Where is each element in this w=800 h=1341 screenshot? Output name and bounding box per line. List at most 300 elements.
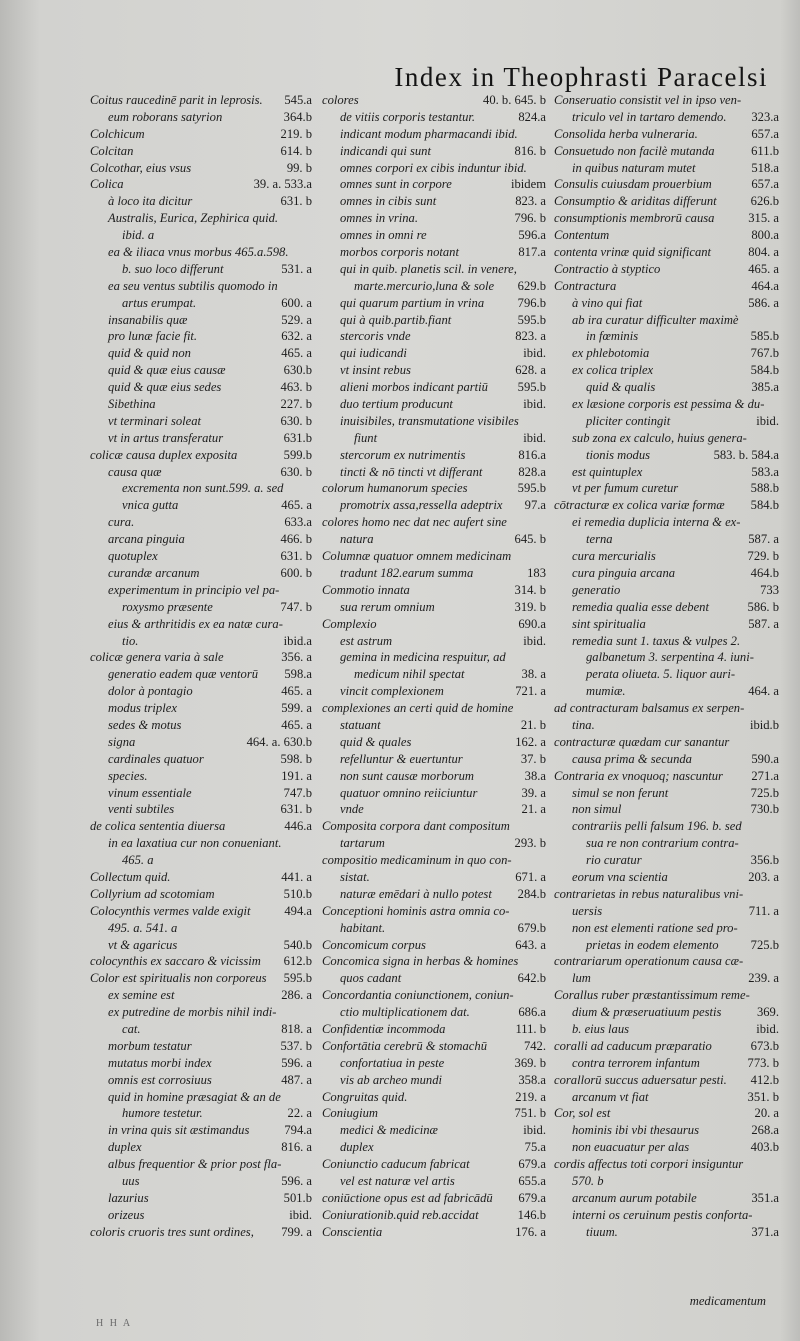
- index-entry: [90, 717, 312, 734]
- index-term: Coniugium: [322, 1106, 378, 1121]
- index-entry: [322, 599, 546, 616]
- index-term: natura: [340, 532, 374, 547]
- index-entry: [90, 278, 312, 295]
- index-term: qui quarum partium in vrina: [340, 295, 485, 310]
- index-term: cat.: [122, 1021, 141, 1036]
- index-entry: [322, 464, 546, 481]
- index-term: quos cadant: [340, 971, 402, 986]
- index-term: venti subtiles: [108, 802, 175, 817]
- index-entry: [554, 751, 779, 768]
- index-entry: [554, 987, 779, 1004]
- index-term: non est elementi ratione sed pro-: [572, 920, 738, 935]
- index-entry: [90, 1038, 312, 1055]
- index-term: non simul: [572, 802, 622, 817]
- index-entry: [90, 126, 312, 143]
- index-entry: [90, 295, 312, 312]
- index-term: Coniunctio caducum fabricat: [322, 1157, 470, 1172]
- index-term: à loco ita dicitur: [108, 194, 193, 209]
- page-reference: 319. b: [514, 599, 546, 614]
- index-term: naturæ emēdari à nullo potest: [340, 886, 492, 901]
- index-entry: [90, 1122, 312, 1139]
- index-entry: [554, 464, 779, 481]
- page-reference: 403.b: [750, 1140, 779, 1155]
- index-term: signa: [108, 734, 136, 749]
- index-term: quid & qualis: [586, 380, 656, 395]
- page-reference: 629.b: [517, 278, 546, 293]
- index-term: Collyrium ad scotomiam: [90, 886, 215, 901]
- index-entry: [90, 92, 312, 109]
- index-entry: [90, 633, 312, 650]
- page-reference: ibid.: [523, 633, 546, 648]
- index-term: b. eius laus: [572, 1021, 630, 1036]
- index-term: sub zona ex calculo, huius genera-: [572, 430, 747, 445]
- index-entry: [554, 1156, 779, 1173]
- page-reference: 227. b: [280, 397, 312, 412]
- page-reference: ibid.b: [749, 717, 779, 732]
- index-term: corallorū succus aduersatur pesti.: [554, 1072, 727, 1087]
- index-entry: [90, 312, 312, 329]
- page-reference: 679.a: [518, 1157, 546, 1172]
- index-term: artus erumpat.: [122, 295, 197, 310]
- index-entry: [322, 953, 546, 970]
- index-term: quatuor omnino reiiciuntur: [340, 785, 478, 800]
- index-term: 570. b: [572, 1174, 604, 1188]
- index-entry: [322, 362, 546, 379]
- index-term: Concomica signa in herbas & homines: [322, 954, 519, 969]
- index-term: duplex: [340, 1140, 374, 1155]
- index-term: Contractio à styptico: [554, 261, 661, 276]
- index-term: dolor à pontagio: [108, 684, 193, 699]
- index-entry: [90, 143, 312, 160]
- index-term: arcanum aurum potabile: [572, 1190, 697, 1205]
- index-entry: [554, 109, 779, 126]
- index-term: est astrum: [340, 633, 393, 648]
- index-entry: [90, 447, 312, 464]
- page-reference: 314. b: [514, 582, 546, 597]
- index-entry: [90, 616, 312, 633]
- index-term: omnes in cibis sunt: [340, 194, 437, 209]
- index-entry: [554, 362, 779, 379]
- page-reference: 39. a: [521, 785, 546, 800]
- index-entry: [554, 903, 779, 920]
- index-term: vt in artus transferatur: [108, 430, 224, 445]
- index-term: cōtracturæ ex colica variæ formæ: [554, 498, 725, 513]
- index-term: mumiæ.: [586, 684, 626, 699]
- index-entry: [90, 109, 312, 126]
- index-entry: [322, 548, 546, 565]
- page-reference: 671. a: [515, 869, 546, 884]
- index-term: Coitus raucedinē parit in leprosis.: [90, 93, 263, 107]
- page-reference: 598. b: [280, 751, 312, 766]
- index-columns: [90, 92, 786, 1241]
- index-entry: [322, 1072, 546, 1089]
- index-entry: [322, 852, 546, 869]
- index-entry: [322, 666, 546, 683]
- index-term: Colcothar, eius vsus: [90, 160, 192, 175]
- page-reference: 599.b: [283, 447, 312, 462]
- page-reference: 655.a: [518, 1174, 546, 1188]
- index-term: colicæ causa duplex exposita: [90, 447, 238, 462]
- page-reference: 464. a. 630.b: [246, 734, 312, 749]
- index-term: contracturæ quædam cur sanantur: [554, 734, 730, 749]
- index-term: Conscientia: [322, 1224, 383, 1239]
- index-term: Commotio innata: [322, 582, 410, 597]
- index-entry: [90, 869, 312, 886]
- page-reference: 583.a: [751, 464, 779, 479]
- index-entry: [90, 362, 312, 379]
- index-entry: [322, 143, 546, 160]
- index-entry: [554, 1004, 779, 1021]
- index-entry: [554, 1021, 779, 1038]
- page-reference: 686.a: [518, 1005, 546, 1020]
- index-term: Coniurationib.quid reb.accidat: [322, 1207, 479, 1222]
- index-entry: [90, 1190, 312, 1207]
- page-reference: 595.b: [283, 971, 312, 986]
- index-entry: [322, 717, 546, 734]
- index-entry: [90, 1139, 312, 1156]
- index-entry: [90, 464, 312, 481]
- index-entry: [90, 379, 312, 396]
- index-entry: [554, 396, 779, 413]
- index-entry: [554, 328, 779, 345]
- page-reference: 441. a: [281, 869, 312, 884]
- index-term: orizeus: [108, 1207, 145, 1222]
- index-entry: [90, 1173, 312, 1190]
- index-term: Conseruatio consistit vel in ipso ven-: [554, 93, 742, 107]
- index-entry: [322, 1055, 546, 1072]
- index-entry: [90, 751, 312, 768]
- index-entry: [90, 953, 312, 970]
- index-term: vt insint rebus: [340, 363, 411, 378]
- index-term: galbanetum 3. serpentina 4. iuni-: [586, 650, 754, 665]
- index-entry: [554, 480, 779, 497]
- index-term: sua rerum omnium: [340, 599, 435, 614]
- index-term: tradunt 182.earum summa: [340, 565, 474, 580]
- page-reference: 747. b: [280, 599, 312, 614]
- page-reference: 587. a: [748, 532, 779, 547]
- index-term: insanabilis quæ: [108, 312, 188, 327]
- index-entry: [90, 430, 312, 447]
- index-entry: [554, 633, 779, 650]
- index-entry: [554, 599, 779, 616]
- page-reference: 271.a: [751, 768, 779, 783]
- page-reference: 545.a: [284, 93, 312, 107]
- index-term: ad contracturam balsamus ex serpen-: [554, 701, 745, 716]
- index-term: à vino qui fiat: [572, 295, 643, 310]
- index-entry: [554, 430, 779, 447]
- index-term: roxysmo præsente: [122, 599, 213, 614]
- page-reference: 632. a: [281, 329, 312, 344]
- index-entry: [90, 1004, 312, 1021]
- index-column-2: [322, 92, 546, 1241]
- page-reference: 465. a: [281, 346, 312, 361]
- index-term: vt terminari soleat: [108, 413, 202, 428]
- page-reference: 799. a: [281, 1224, 312, 1239]
- index-term: cura pinguia arcana: [572, 565, 676, 580]
- page-reference: 630. b: [280, 413, 312, 428]
- index-entry: [554, 295, 779, 312]
- index-term: tincti & nō tincti vt differant: [340, 464, 483, 479]
- index-term: stercorum ex nutrimentis: [340, 447, 466, 462]
- index-term: albus frequentior & prior post fla-: [108, 1157, 282, 1172]
- page-reference: 412.b: [750, 1072, 779, 1087]
- page-reference: 628. a: [515, 363, 546, 378]
- index-term: ea & iliaca vnus morbus 465.a.598.: [108, 245, 289, 260]
- page-reference: 385.a: [751, 380, 779, 395]
- index-entry: [554, 649, 779, 666]
- index-entry: [90, 345, 312, 362]
- index-term: quid in homine præsagiat & an de: [108, 1089, 281, 1104]
- page-reference: 38.a: [524, 768, 546, 783]
- index-term: de colica sententia diuersa: [90, 819, 226, 834]
- index-entry: [554, 937, 779, 954]
- index-term: species.: [108, 768, 148, 783]
- index-entry: [322, 261, 546, 278]
- index-entry: [90, 1089, 312, 1106]
- index-entry: [554, 1089, 779, 1106]
- page-reference: 22. a: [287, 1106, 312, 1121]
- index-term: Colica: [90, 177, 124, 192]
- index-entry: [554, 835, 779, 852]
- index-entry: [90, 514, 312, 531]
- index-entry: [322, 447, 546, 464]
- page-reference: 633.a: [284, 515, 312, 530]
- page-reference: 356.b: [750, 853, 779, 868]
- page-reference: 494.a: [284, 903, 312, 918]
- index-term: Consumptio & ariditas differunt: [554, 194, 717, 209]
- index-term: statuant: [340, 717, 381, 732]
- page-reference: 595.b: [517, 481, 546, 496]
- page-reference: 796. b: [514, 211, 546, 226]
- catchword: medicamentum: [689, 1294, 766, 1308]
- index-entry: [90, 565, 312, 582]
- page-reference: 293. b: [514, 836, 546, 851]
- index-entry: [90, 582, 312, 599]
- index-entry: [554, 970, 779, 987]
- index-entry: [554, 345, 779, 362]
- page-reference: 584.b: [750, 498, 779, 513]
- page-reference: 751. b: [514, 1106, 546, 1121]
- index-term: coralli ad caducum præparatio: [554, 1038, 712, 1053]
- page-reference: 191. a: [281, 768, 312, 783]
- index-entry: [554, 1105, 779, 1122]
- page-reference: 537. b: [280, 1038, 312, 1053]
- index-entry: [322, 1224, 546, 1241]
- index-entry: [90, 1224, 312, 1241]
- page-reference: 529. a: [281, 312, 312, 327]
- index-entry: [322, 903, 546, 920]
- page-reference: 630. b: [280, 464, 312, 479]
- index-term: colocynthis ex saccaro & vicissim: [90, 954, 261, 969]
- index-term: Australis, Eurica, Zephirica quid.: [108, 211, 279, 226]
- page-reference: 611.b: [751, 143, 779, 158]
- index-term: Concordantia coniunctionem, coniun-: [322, 988, 514, 1003]
- index-entry: [554, 176, 779, 193]
- index-term: contenta vrinæ quid significant: [554, 245, 712, 260]
- page-reference: 595.b: [517, 312, 546, 327]
- index-entry: [322, 886, 546, 903]
- index-term: est quintuplex: [572, 464, 643, 479]
- index-term: vinum essentiale: [108, 785, 192, 800]
- index-term: rio curatur: [586, 853, 642, 868]
- index-entry: [322, 227, 546, 244]
- page-reference: 595.b: [517, 380, 546, 395]
- index-term: Color est spiritualis non corporeus: [90, 971, 267, 986]
- page-reference: 816. b: [514, 143, 546, 158]
- index-term: sint spiritualia: [572, 616, 646, 631]
- index-entry: [322, 244, 546, 261]
- index-term: quotuplex: [108, 549, 158, 564]
- index-term: alieni morbos indicant partiū: [340, 380, 488, 395]
- page-reference: 690.a: [518, 616, 546, 631]
- page-reference: 600. a: [281, 295, 312, 310]
- page-reference: 631.b: [283, 430, 312, 445]
- page-reference: 585.b: [750, 329, 779, 344]
- page-reference: 794.a: [284, 1123, 312, 1138]
- index-term: colicæ genera varia à sale: [90, 650, 224, 665]
- index-term: Contractura: [554, 278, 617, 293]
- page-reference: 725.b: [750, 785, 779, 800]
- index-term: morbum testatur: [108, 1038, 192, 1053]
- index-entry: [554, 379, 779, 396]
- index-term: Confortātia cerebrū & stomachū: [322, 1038, 487, 1053]
- page-reference: 596.a: [518, 228, 546, 243]
- page-reference: 510.b: [283, 886, 312, 901]
- index-term: colores homo nec dat nec aufert sine: [322, 515, 507, 530]
- index-term: contrariis pelli falsum 196. b. sed: [572, 819, 742, 834]
- index-term: excrementa non sunt.599. a. sed: [122, 481, 284, 496]
- page-reference: ibid.a: [283, 633, 312, 648]
- index-term: colores: [322, 93, 359, 107]
- index-entry: [322, 1089, 546, 1106]
- page-reference: 487. a: [281, 1072, 312, 1087]
- index-term: ea seu ventus subtilis quomodo in: [108, 278, 278, 293]
- index-term: ab ira curatur difficulter maximè: [572, 312, 739, 327]
- index-term: refelluntur & euertuntur: [340, 751, 463, 766]
- index-term: Colcitan: [90, 143, 134, 158]
- index-term: in quibus naturam mutet: [572, 160, 696, 175]
- index-term: curandæ arcanum: [108, 565, 200, 580]
- index-term: ex semine est: [108, 988, 175, 1003]
- page-reference: 657.a: [751, 126, 779, 141]
- index-entry: [90, 328, 312, 345]
- index-term: ex phlebotomia: [572, 346, 650, 361]
- index-term: Congruitas quid.: [322, 1089, 408, 1104]
- index-entry: [322, 126, 546, 143]
- page-reference: 219. a: [515, 1089, 546, 1104]
- index-term: medici & medicinæ: [340, 1123, 438, 1138]
- index-term: Collectum quid.: [90, 869, 171, 884]
- page-reference: 679.a: [518, 1190, 546, 1205]
- index-term: habitant.: [340, 920, 386, 935]
- index-term: Consuetudo non facilè mutanda: [554, 143, 715, 158]
- index-entry: [322, 970, 546, 987]
- page-reference: 369. b: [514, 1055, 546, 1070]
- index-entry: [554, 734, 779, 751]
- index-entry: [554, 548, 779, 565]
- index-term: morbos corporis notant: [340, 245, 459, 260]
- index-term: experimentum in principio vel pa-: [108, 582, 280, 597]
- index-term: generatio: [572, 582, 621, 597]
- index-entry: [322, 430, 546, 447]
- index-term: modus triplex: [108, 701, 177, 716]
- index-entry: [322, 497, 546, 514]
- page-reference: 824.a: [518, 109, 546, 124]
- index-term: simul se non ferunt: [572, 785, 669, 800]
- index-term: quid & quæ eius causæ: [108, 363, 226, 378]
- index-entry: [322, 818, 546, 835]
- index-term: Contentum: [554, 228, 610, 243]
- index-entry: [322, 616, 546, 633]
- page-reference: 631. b: [280, 194, 312, 209]
- page-reference: 146.b: [517, 1207, 546, 1222]
- index-entry: [90, 987, 312, 1004]
- index-term: promotrix assa,ressella adeptrix: [340, 498, 503, 513]
- index-entry: [554, 1224, 779, 1241]
- page-reference: 679.b: [517, 920, 546, 935]
- page-reference: 645. b: [514, 532, 546, 547]
- index-term: qui à quib.partib.fiant: [340, 312, 452, 327]
- page-reference: 590.a: [751, 751, 779, 766]
- page-reference: 823. a: [515, 194, 546, 209]
- index-term: quid & quales: [340, 734, 412, 749]
- index-entry: [90, 768, 312, 785]
- index-term: sedes & motus: [108, 717, 182, 732]
- index-term: gemina in medicina respuitur, ad: [340, 650, 506, 665]
- index-term: tio.: [122, 633, 139, 648]
- index-entry: [554, 143, 779, 160]
- index-term: uersis: [572, 903, 603, 918]
- index-entry: [554, 278, 779, 295]
- page-reference: 315. a: [748, 211, 779, 226]
- page-reference: 587. a: [748, 616, 779, 631]
- index-entry: [554, 1122, 779, 1139]
- index-entry: [554, 785, 779, 802]
- index-entry: [90, 801, 312, 818]
- index-term: omnes in vrina.: [340, 211, 419, 226]
- index-entry: [322, 565, 546, 582]
- index-term: Composita corpora dant compositum: [322, 819, 510, 834]
- page-reference: 99. b: [286, 160, 312, 175]
- index-entry: [90, 734, 312, 751]
- index-term: ctio multiplicationem dat.: [340, 1005, 470, 1020]
- index-entry: [90, 1021, 312, 1038]
- page-reference: ibid.: [523, 397, 546, 412]
- index-entry: [90, 244, 312, 261]
- index-term: Confidentiæ incommoda: [322, 1021, 446, 1036]
- index-term: interni os ceruinum pestis conforta-: [572, 1207, 753, 1222]
- index-entry: [322, 835, 546, 852]
- index-term: contrarietas in rebus naturalibus vni-: [554, 886, 744, 901]
- page-reference: 773. b: [747, 1055, 779, 1070]
- page-reference: 38. a: [521, 667, 546, 682]
- index-entry: [90, 210, 312, 227]
- index-entry: [322, 920, 546, 937]
- index-entry: [554, 869, 779, 886]
- index-term: confortatiua in peste: [340, 1055, 445, 1070]
- index-entry: [90, 852, 312, 869]
- index-column-3: [554, 92, 779, 1241]
- index-term: Sibethina: [108, 397, 156, 412]
- page-reference: 463. b: [280, 380, 312, 395]
- index-entry: [322, 379, 546, 396]
- page-reference: 586. a: [748, 295, 779, 310]
- index-term: qui iudicandi: [340, 346, 407, 361]
- page-reference: 816.a: [518, 447, 546, 462]
- index-term: generatio eadem quæ ventorū: [108, 667, 259, 682]
- page-reference: 466. b: [280, 532, 312, 547]
- index-term: Conceptioni hominis astra omnia co-: [322, 903, 510, 918]
